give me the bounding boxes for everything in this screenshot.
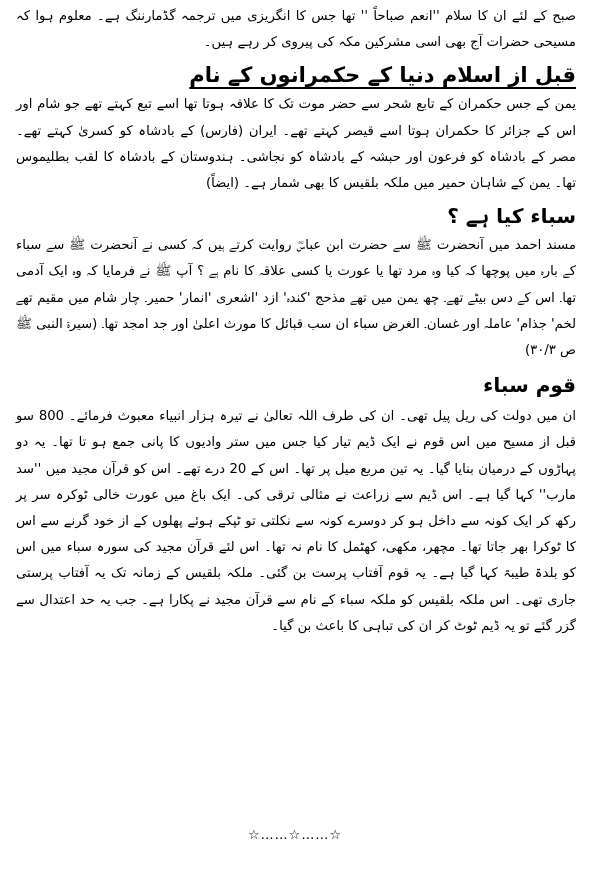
document-page: [16, 4, 576, 869]
section-heading-what-is-saba: [16, 201, 576, 231]
rulers-paragraph: یمن کے جس حکمران کے تابع شحر سے حضر موت تک کا علاقہ ہوتا تھا اسے تبع کہتے تھے جو شام اور اس کے جزائر کا حکمران ہوتا اسے قیصر کہتے تھے۔ ایران (فارس) کے بادشاہ کو کسریٰ کہتے تھے۔ مصر کے بادشاہ کو فرعون اور حبشہ کے بادشاہ کو نجاشی۔ ہندوستان کے بادشاہ کا لقب بطلیموس تھا۔ یمن کے شاہان حمیر میں ملکہ بلقیس کا بھی شمار ہے۔ (ایضاً): [16, 97, 576, 192]
saba-paragraph: مسند احمد میں آنحضرت ﷺ سے حضرت ابن عباسؓ روایت کرتے ہیں کہ کسی نے آنحضرت ﷺ سے سباء کے بارہ میں پوچھا کہ کیا وہ مرد تھا یا عورت یا کسی علاقہ کا نام ہے ؟ آپ ﷺ نے فرمایا کہ وہ ایک آدمی تھا۔ اس کے دس بیٹے تھے۔ چھ یمن میں تھے مذحج 'کندہ' ازد 'اشعری 'انمار' حمیر۔ چار شام میں مقیم تھے لخم' جذام' عاملہ اور غسان۔ الغرض سباء ان سب قبائل کا مورث اعلیٰ اور جد امجد تھا۔ (سیرۃ النبی ﷺ ص ۳۰/۳): [16, 238, 576, 359]
star-divider: ☆……☆……☆: [248, 828, 342, 843]
section-heading-qaum-saba-text: قوم سباء: [483, 373, 576, 398]
qaum-saba-paragraph: ان میں دولت کی ریل پیل تھی۔ ان کی طرف اللہ تعالیٰ نے تیرہ ہزار انبیاء معبوث فرمائے۔ 800 سو قبل از مسیح میں اس قوم نے ایک ڈیم تیار کیا جس میں ستر وادیوں کا پانی جمع ہو تا تھا۔ یہ دو پہاڑوں کے درمیان بنایا گیا۔ یہ تین مربع میل پر تھا۔ اس کے 20 درے تھے۔ اس کو قرآن مجید میں ''سد مارب'' کہا گیا ہے۔ اس ڈیم سے زراعت نے مثالی ترقی کی۔ ایک باغ میں عورت خالی ٹوکرہ سر پر رکھ کر ایک کونہ سے داخل ہو کر دوسرے کونہ سے نکلتی تو ٹپکے ہوئے پھلوں کے از خود گرنے سے اس کا ٹوکرا بھر جاتا تھا۔ مچھر، مکھی، کھٹمل کا نام نہ تھا۔ اس لئے قرآن مجید کی سورہ سباء میں اس کو بلدۃ طیبۃ کہا گیا ہے۔ یہ قوم آفتاب پرست بن گئی۔ ملکہ بلقیس کے زمانہ تک یہ آفتاب پرستی جاری تھی۔ اس ملکہ بلقیس کو ملکہ سباء کے نام سے قرآن مجید نے پکارا ہے۔ جب یہ حد اعتدال سے گزر گئے تو یہ ڈیم ٹوٹ کر ان کی تباہی کا باعث بن گیا۔: [16, 409, 576, 634]
section-heading-pre-islam-rulers: قبل از اسلام دنیا کے حکمرانوں کے نام: [189, 63, 576, 88]
section-heading-what-is-saba-text: سباء کیا ہے ؟: [447, 204, 576, 229]
section-heading-qaum-saba: [16, 370, 576, 400]
intro-paragraph: صبح کے لئے ان کا سلام ''انعم صباحاً '' تھا جس کا انگریزی میں ترجمہ گڈمارننگ ہے۔ معلوم ہوا کہ مسیحی حضرات آج بھی اسی مشرکین مکہ کی پیروی کر رہے ہیں۔: [16, 9, 576, 51]
